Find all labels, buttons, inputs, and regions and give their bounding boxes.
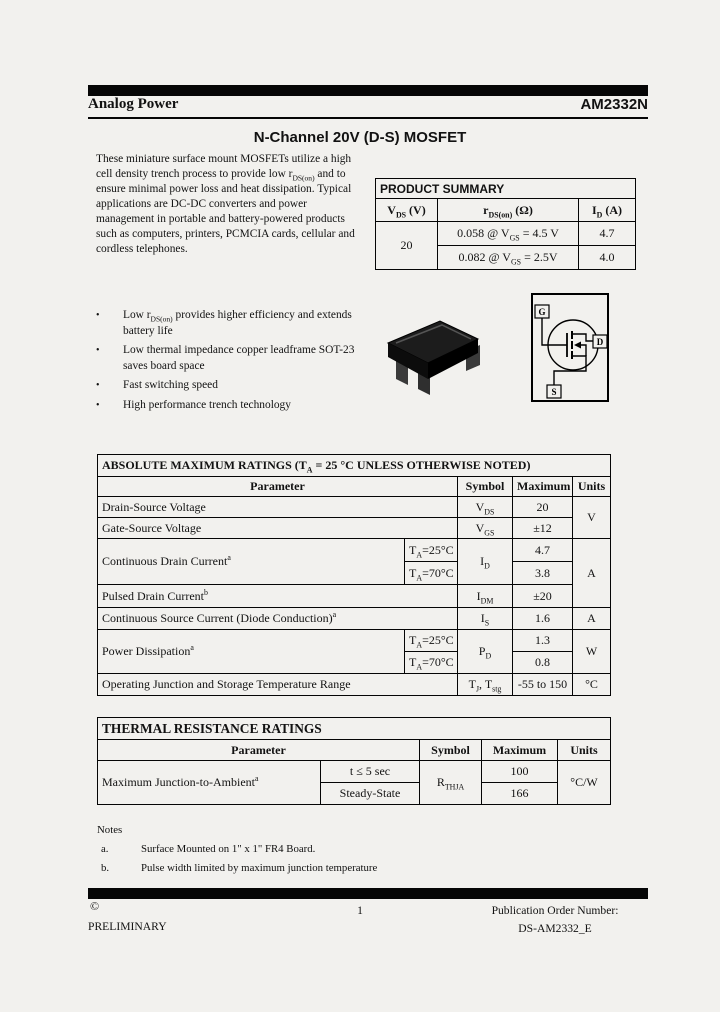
parameter-cell: Gate-Source Voltage: [98, 518, 458, 539]
mosfet-symbol-diagram: [529, 291, 611, 406]
units-cell: °C: [573, 674, 611, 696]
parameter-header: Parameter: [98, 477, 458, 497]
thermal-title-row: [98, 718, 611, 740]
maximum-cell: 3.8: [513, 562, 573, 585]
symbol-header: Symbol: [458, 477, 513, 497]
abs-max-title: ABSOLUTE MAXIMUM RATINGS ($T_A = 25$ °C UNLESS OTHERWISE NOTED): [98, 455, 611, 477]
bullet-icon: •: [96, 380, 100, 391]
gate-label: G: [538, 307, 546, 317]
condition-cell: Steady-State: [321, 783, 420, 805]
note-text: Pulse width limited by maximum junction temperature: [141, 862, 378, 874]
bullet-icon: •: [96, 310, 100, 321]
condition-cell: $T_A=70^\circ C$: [405, 652, 458, 674]
feature-item: • Fast switching speed: [96, 378, 381, 394]
table-row: [98, 608, 611, 630]
thermal-title: THERMAL RESISTANCE RATINGS: [98, 718, 611, 740]
absolute-maximum-ratings-table: [97, 454, 611, 696]
condition-cell: $T_A=25^\circ C$: [405, 539, 458, 562]
table-row: [98, 761, 611, 783]
intro-paragraph: [96, 152, 360, 257]
condition-cell: $T_A=25^\circ C$: [405, 630, 458, 652]
header-divider: [88, 117, 648, 119]
note-text: Surface Mounted on 1" x 1" FR4 Board.: [141, 843, 316, 855]
units-cell: A: [573, 608, 611, 630]
intro-subscript: DS(on): [292, 173, 315, 183]
maximum-cell: 1.6: [513, 608, 573, 630]
bottom-black-bar: [88, 888, 648, 899]
table-row: [98, 585, 611, 608]
parameter-cell: Continuous Drain Current$^a$: [98, 539, 405, 585]
id-value-cell: 4.0: [579, 246, 636, 270]
vds-column-header: $V_{DS}$ (V): [376, 199, 438, 222]
note-item: [97, 840, 377, 859]
rdson-value-cell: 0.082 @ $V_{GS} = 2.5V$: [438, 246, 579, 270]
table-row: [376, 222, 636, 246]
maximum-cell: ±12: [513, 518, 573, 539]
units-header: Units: [573, 477, 611, 497]
features-list: [96, 308, 381, 417]
units-cell: V: [573, 497, 611, 539]
maximum-cell: 166: [482, 783, 558, 805]
footer-status: PRELIMINARY: [88, 920, 167, 933]
id-column-header: $I_D$ (A): [579, 199, 636, 222]
publication-number: DS-AM2332_E: [518, 922, 592, 935]
table-row: [98, 674, 611, 696]
top-black-bar: [88, 85, 648, 96]
product-summary-title-row: [376, 179, 636, 199]
maximum-cell: 1.3: [513, 630, 573, 652]
symbol-cell: $V_{DS}$: [458, 497, 513, 518]
vds-value-cell: 20: [376, 222, 438, 270]
parameter-cell: Power Dissipation$^a$: [98, 630, 405, 674]
intro-text: and to ensure minimal power loss and heat dissipation. Typical applications are DC-DC converters and power management in portable and battery-powered products such as computers, printers, PCMCIA cards, cellular and cordless telephones.: [96, 168, 355, 255]
footer-publication: [470, 902, 640, 938]
table-row: [98, 630, 611, 652]
footer-page-number: 1: [357, 904, 363, 917]
table-row: [98, 497, 611, 518]
rdson-column-header: $r_{DS(on)}$ (Ω): [438, 199, 579, 222]
publication-label: Publication Order Number:: [491, 904, 619, 917]
maximum-cell: -55 to 150: [513, 674, 573, 696]
header-part-number: AM2332N: [580, 96, 648, 113]
feature-item: • High performance trench technology: [96, 398, 381, 414]
table-row: [98, 539, 611, 562]
parameter-header: Parameter: [98, 740, 420, 761]
id-value-cell: 4.7: [579, 222, 636, 246]
parameter-cell: Maximum Junction-to-Ambient$^a$: [98, 761, 321, 805]
product-summary-header-row: [376, 199, 636, 222]
abs-max-header-row: [98, 477, 611, 497]
units-cell: A: [573, 539, 611, 608]
symbol-cell: $I_S$: [458, 608, 513, 630]
parameter-cell: Continuous Source Current (Diode Conduction)$^a$: [98, 608, 458, 630]
symbol-cell: $V_{GS}$: [458, 518, 513, 539]
source-label: S: [551, 387, 557, 397]
maximum-cell: 100: [482, 761, 558, 783]
abs-max-title-row: [98, 455, 611, 477]
maximum-cell: ±20: [513, 585, 573, 608]
copyright-icon: ©: [90, 899, 100, 913]
feature-item: • Low $r_{DS(on)}$ provides higher efficiency and extends battery life: [96, 308, 381, 339]
symbol-cell: $I_{DM}$: [458, 585, 513, 608]
note-item: [97, 859, 377, 878]
rdson-value-cell: 0.058 @ $V_{GS} = 4.5$ V: [438, 222, 579, 246]
intro-text: These miniature surface mount MOSFETs utilize a high cell density trench process to provide low r: [96, 153, 352, 180]
condition-cell: t ≤ 5 sec: [321, 761, 420, 783]
maximum-cell: 0.8: [513, 652, 573, 674]
parameter-cell: Pulsed Drain Current$^b$: [98, 585, 458, 608]
bullet-icon: •: [96, 399, 100, 411]
maximum-header: Maximum: [513, 477, 573, 497]
product-summary-table: [375, 178, 636, 270]
condition-cell: $T_A=70^\circ C$: [405, 562, 458, 585]
symbol-cell: $R_{THJA}$: [420, 761, 482, 805]
symbol-cell: $P_D$: [458, 630, 513, 674]
maximum-cell: 4.7: [513, 539, 573, 562]
note-label: b.: [101, 862, 110, 874]
parameter-cell: Operating Junction and Storage Temperature Range: [98, 674, 458, 696]
feature-item: • Low thermal impedance copper leadframe SOT-23 saves board space: [96, 343, 381, 374]
note-label: a.: [101, 843, 109, 855]
sot23-package-image: [366, 297, 501, 427]
table-row: [98, 518, 611, 539]
thermal-header-row: [98, 740, 611, 761]
notes-section: [97, 821, 377, 878]
product-summary-title: PRODUCT SUMMARY: [376, 179, 636, 199]
notes-title: Notes: [97, 824, 123, 836]
parameter-cell: Drain-Source Voltage: [98, 497, 458, 518]
maximum-cell: 20: [513, 497, 573, 518]
drain-label: D: [596, 337, 604, 347]
symbol-header: Symbol: [420, 740, 482, 761]
header-brand: Analog Power: [88, 96, 179, 112]
thermal-resistance-table: [97, 717, 611, 805]
maximum-header: Maximum: [482, 740, 558, 761]
document-title: N-Channel 20V (D-S) MOSFET: [253, 129, 467, 146]
units-header: Units: [558, 740, 611, 761]
bullet-icon: •: [96, 345, 100, 356]
symbol-cell: $T_J$, $T_{stg}$: [458, 674, 513, 696]
symbol-cell: $I_D$: [458, 539, 513, 585]
units-cell: °C/W: [558, 761, 611, 805]
units-cell: W: [573, 630, 611, 674]
